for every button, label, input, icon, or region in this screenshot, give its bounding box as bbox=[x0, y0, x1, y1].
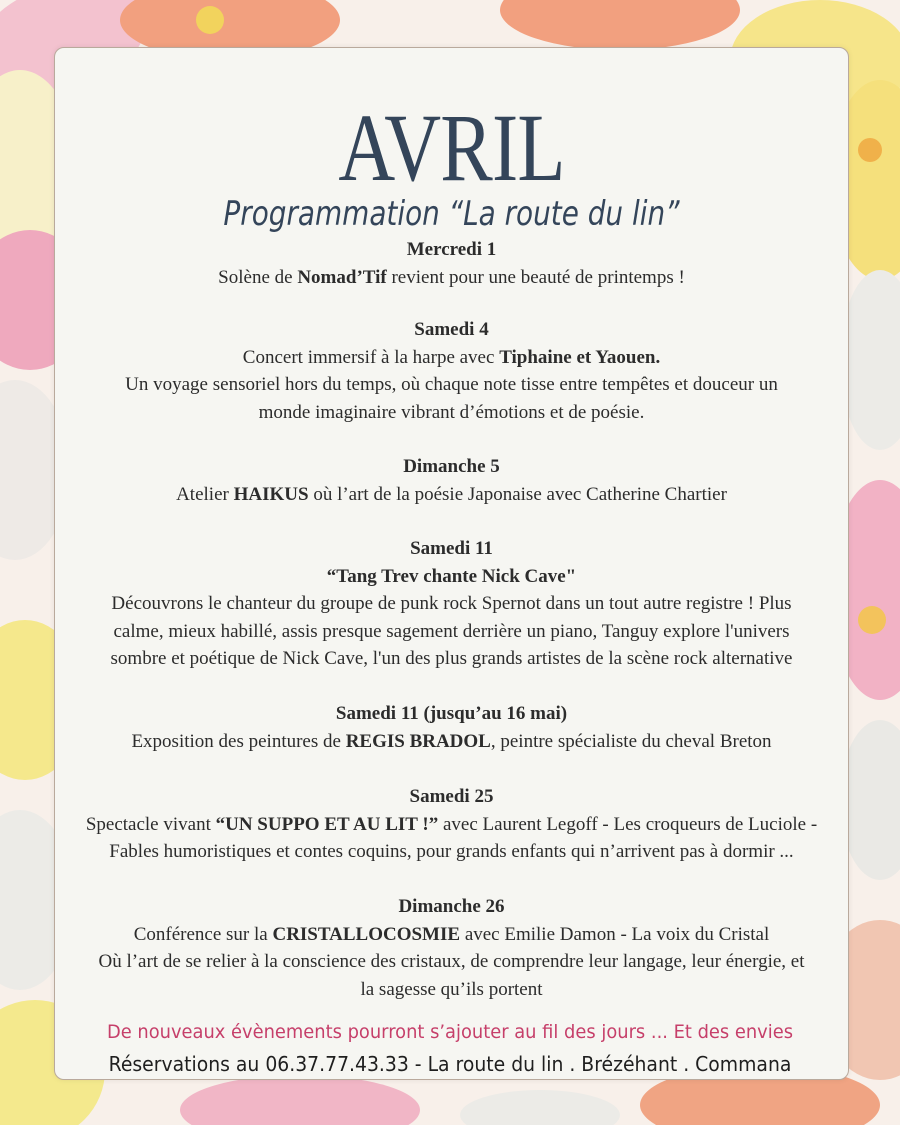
event-day: Dimanche 5 bbox=[403, 456, 500, 477]
event-block bbox=[55, 535, 848, 673]
event-line: “Tang Trev chante Nick Cave" bbox=[326, 565, 577, 587]
event-line: Où l’art de se relier à la conscience des cristaux, de comprendre leur langage, leur énergie, et bbox=[98, 951, 805, 972]
event-block bbox=[55, 236, 848, 291]
event-line: Un voyage sensoriel hors du temps, où chaque note tisse entre tempêtes et douceur un bbox=[125, 374, 778, 395]
event-line: la sagesse qu’ils portent bbox=[360, 978, 543, 1000]
event-line: sombre et poétique de Nick Cave, l'un des plus grands artistes de la scène rock alternative bbox=[110, 648, 793, 669]
event-day: Samedi 11 (jusqu’au 16 mai) bbox=[335, 703, 568, 724]
event-line: monde imaginaire vibrant d’émotions et de poésie. bbox=[258, 401, 645, 423]
event-block bbox=[55, 893, 848, 1003]
program-card bbox=[54, 47, 849, 1080]
event-day: Mercredi 1 bbox=[406, 239, 497, 260]
event-line: Conférence sur la CRISTALLOCOSMIE avec Emilie Damon - La voix du Cristal bbox=[133, 923, 770, 945]
event-line: Solène de Nomad’Tif revient pour une beauté de printemps ! bbox=[218, 266, 685, 288]
event-day: Dimanche 26 bbox=[398, 896, 505, 917]
footer-reservations: Réservations au 06.37.77.43.33 - La route du lin . Brézéhant . Commana bbox=[108, 1052, 792, 1076]
event-day: Samedi 25 bbox=[409, 786, 494, 807]
event-line: Atelier HAIKUS où l’art de la poésie Japonaise avec Catherine Chartier bbox=[176, 483, 727, 505]
event-line: Découvrons le chanteur du groupe de punk rock Spernot dans un tout autre registre ! Plus bbox=[111, 593, 792, 614]
flower-center-shape bbox=[858, 138, 882, 162]
event-day: Samedi 11 bbox=[410, 538, 493, 559]
event-line: Fables humoristiques et contes coquins, pour grands enfants qui n’arrivent pas à dormir ... bbox=[109, 841, 794, 862]
flower-center-shape bbox=[858, 606, 886, 634]
event-block bbox=[55, 453, 848, 508]
event-line: calme, mieux habillé, assis presque sagement derrière un piano, Tanguy explore l'univers bbox=[113, 620, 790, 642]
event-line: Concert immersif à la harpe avec Tiphaine et Yaouen. bbox=[242, 346, 661, 368]
event-block bbox=[55, 316, 848, 426]
event-line: Spectacle vivant “UN SUPPO ET AU LIT !” avec Laurent Legoff - Les croqueurs de Luciole - bbox=[85, 813, 818, 835]
flower-center-shape bbox=[196, 6, 224, 34]
event-line: Exposition des peintures de REGIS BRADOL, peintre spécialiste du cheval Breton bbox=[131, 730, 772, 752]
event-block bbox=[55, 700, 848, 755]
event-block bbox=[55, 783, 848, 866]
page-title: AVRIL bbox=[338, 94, 565, 201]
event-day: Samedi 4 bbox=[414, 319, 489, 340]
footer-notice: De nouveaux évènements pourront s’ajouter au fil des jours ... Et des envies bbox=[106, 1021, 794, 1043]
page-subtitle: Programmation “La route du lin” bbox=[223, 194, 680, 234]
